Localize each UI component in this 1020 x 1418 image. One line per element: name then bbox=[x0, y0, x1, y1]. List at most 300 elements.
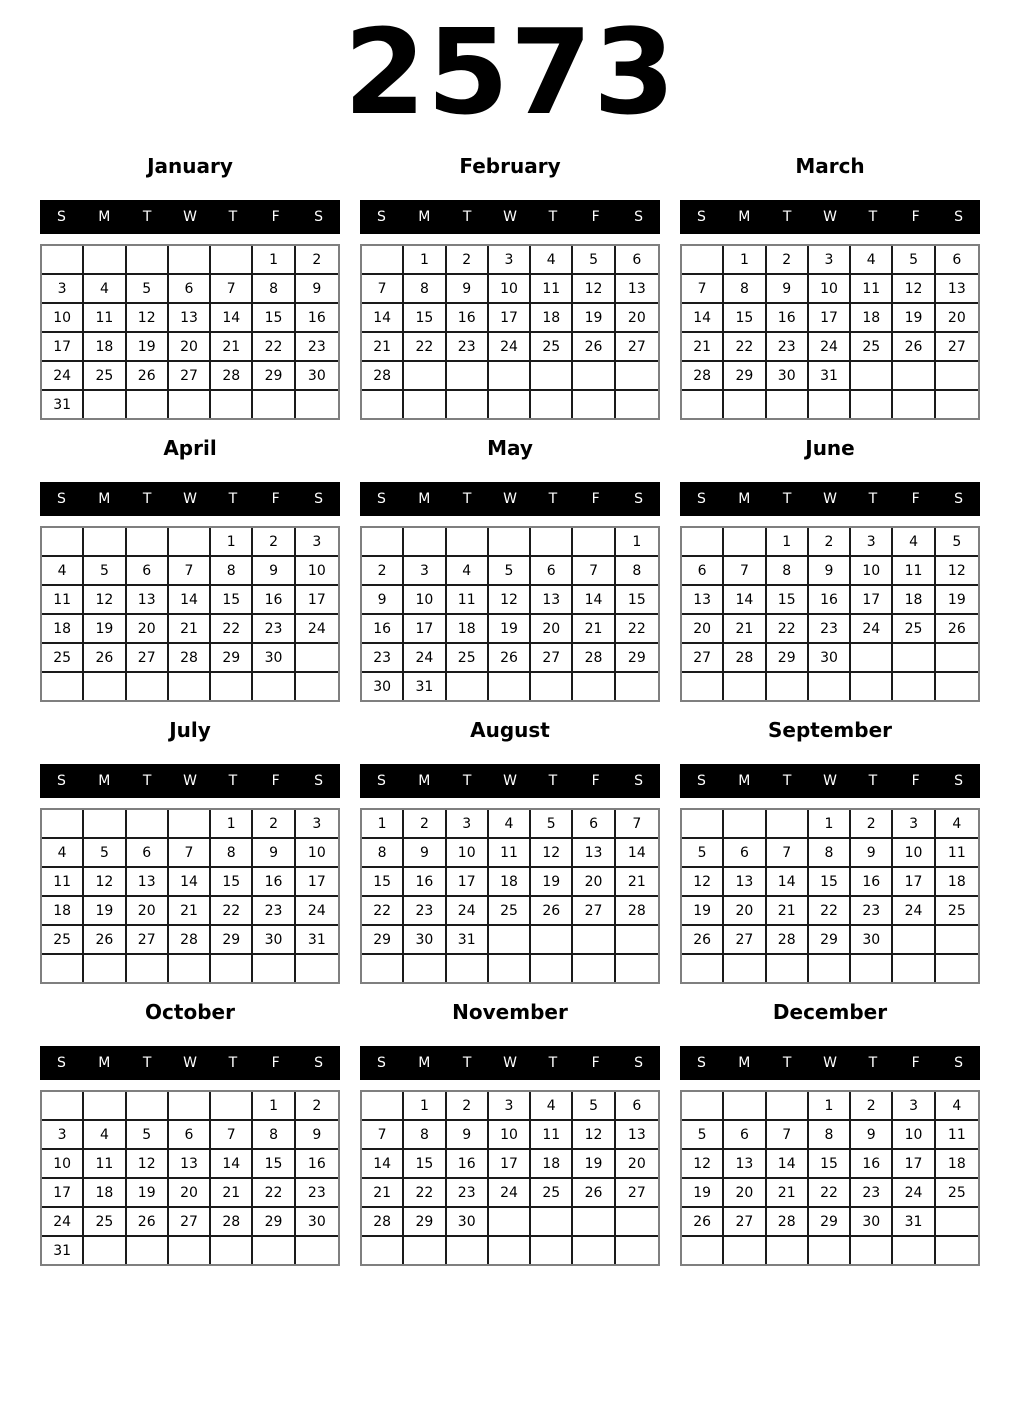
day-cell: 27 bbox=[616, 333, 658, 362]
day-cell: 5 bbox=[127, 1121, 169, 1150]
week-row bbox=[362, 897, 658, 926]
empty-day-cell bbox=[169, 528, 211, 557]
day-cell: 8 bbox=[404, 275, 446, 304]
empty-day-cell bbox=[169, 673, 211, 700]
day-cell: 31 bbox=[42, 391, 84, 418]
day-cell: 15 bbox=[616, 586, 658, 615]
day-cell: 7 bbox=[169, 557, 211, 586]
empty-day-cell bbox=[893, 955, 935, 982]
day-cell: 7 bbox=[767, 839, 809, 868]
day-cell: 21 bbox=[211, 1179, 253, 1208]
day-cell: 18 bbox=[936, 868, 978, 897]
day-cell: 9 bbox=[447, 1121, 489, 1150]
empty-day-cell bbox=[84, 1092, 126, 1121]
empty-day-cell bbox=[936, 362, 978, 391]
day-cell: 13 bbox=[531, 586, 573, 615]
day-cell: 23 bbox=[404, 897, 446, 926]
weekday-header: W bbox=[503, 1055, 517, 1072]
empty-day-cell bbox=[169, 246, 211, 275]
day-cell: 17 bbox=[296, 586, 338, 615]
day-cell: 14 bbox=[211, 304, 253, 333]
empty-day-cell bbox=[893, 362, 935, 391]
day-cell: 1 bbox=[404, 1092, 446, 1121]
weekday-header: F bbox=[271, 491, 280, 508]
day-cell: 16 bbox=[447, 304, 489, 333]
day-cell: 15 bbox=[253, 304, 295, 333]
day-cell: 26 bbox=[127, 1208, 169, 1237]
weekday-header-row bbox=[680, 1046, 980, 1080]
day-cell: 24 bbox=[42, 1208, 84, 1237]
empty-day-cell bbox=[616, 391, 658, 418]
day-cell: 8 bbox=[809, 839, 851, 868]
day-cell: 16 bbox=[809, 586, 851, 615]
day-cell: 18 bbox=[84, 1179, 126, 1208]
empty-day-cell bbox=[573, 955, 615, 982]
day-cell: 4 bbox=[531, 246, 573, 275]
empty-day-cell bbox=[362, 391, 404, 418]
empty-day-cell bbox=[893, 926, 935, 955]
weekday-header-row bbox=[40, 764, 340, 798]
empty-day-cell bbox=[893, 391, 935, 418]
month-block bbox=[40, 984, 340, 1266]
day-cell: 13 bbox=[616, 1121, 658, 1150]
weekday-header: S bbox=[954, 1055, 964, 1072]
weekday-header: W bbox=[183, 491, 197, 508]
day-cell: 15 bbox=[809, 1150, 851, 1179]
day-cell: 4 bbox=[936, 1092, 978, 1121]
day-cell: 20 bbox=[169, 1179, 211, 1208]
day-cell: 8 bbox=[362, 839, 404, 868]
weekday-header: M bbox=[418, 491, 431, 508]
empty-day-cell bbox=[893, 673, 935, 700]
day-cell: 10 bbox=[404, 586, 446, 615]
week-row bbox=[42, 868, 338, 897]
weekday-header: M bbox=[98, 1055, 111, 1072]
day-cell: 29 bbox=[404, 1208, 446, 1237]
day-cell: 7 bbox=[767, 1121, 809, 1150]
day-cell: 28 bbox=[616, 897, 658, 926]
weekday-header-row bbox=[680, 482, 980, 516]
week-row bbox=[682, 868, 978, 897]
weekday-header: T bbox=[142, 491, 152, 508]
day-cell: 22 bbox=[211, 897, 253, 926]
months-grid bbox=[0, 138, 1020, 1266]
day-cell: 20 bbox=[616, 304, 658, 333]
day-cell: 16 bbox=[851, 868, 893, 897]
weekday-header: S bbox=[376, 209, 386, 226]
day-cell: 15 bbox=[362, 868, 404, 897]
day-cell: 5 bbox=[531, 810, 573, 839]
week-row bbox=[42, 644, 338, 673]
day-cell: 6 bbox=[616, 246, 658, 275]
weekday-header: S bbox=[634, 209, 644, 226]
empty-day-cell bbox=[851, 391, 893, 418]
empty-day-cell bbox=[84, 391, 126, 418]
week-row bbox=[682, 897, 978, 926]
day-cell: 15 bbox=[767, 586, 809, 615]
empty-day-cell bbox=[489, 926, 531, 955]
day-cell: 5 bbox=[936, 528, 978, 557]
empty-day-cell bbox=[42, 955, 84, 982]
weekday-header: W bbox=[503, 491, 517, 508]
week-row bbox=[362, 868, 658, 897]
day-cell: 24 bbox=[893, 897, 935, 926]
day-cell: 6 bbox=[127, 557, 169, 586]
weekday-header: W bbox=[183, 209, 197, 226]
day-cell: 11 bbox=[42, 586, 84, 615]
day-cell: 11 bbox=[84, 304, 126, 333]
week-row bbox=[362, 304, 658, 333]
day-cell: 12 bbox=[893, 275, 935, 304]
empty-day-cell bbox=[296, 955, 338, 982]
empty-day-cell bbox=[127, 528, 169, 557]
empty-day-cell bbox=[531, 1208, 573, 1237]
empty-day-cell bbox=[682, 955, 724, 982]
day-cell: 2 bbox=[253, 528, 295, 557]
empty-day-cell bbox=[682, 810, 724, 839]
day-cell: 12 bbox=[682, 1150, 724, 1179]
day-cell: 3 bbox=[489, 246, 531, 275]
month-grid bbox=[40, 1090, 340, 1266]
day-cell: 25 bbox=[531, 333, 573, 362]
day-cell: 14 bbox=[211, 1150, 253, 1179]
day-cell: 27 bbox=[724, 1208, 766, 1237]
day-cell: 8 bbox=[211, 557, 253, 586]
day-cell: 30 bbox=[851, 926, 893, 955]
empty-day-cell bbox=[127, 673, 169, 700]
empty-day-cell bbox=[127, 955, 169, 982]
empty-day-cell bbox=[489, 673, 531, 700]
day-cell: 5 bbox=[573, 1092, 615, 1121]
day-cell: 19 bbox=[936, 586, 978, 615]
empty-day-cell bbox=[169, 810, 211, 839]
empty-day-cell bbox=[573, 673, 615, 700]
day-cell: 22 bbox=[211, 615, 253, 644]
day-cell: 21 bbox=[724, 615, 766, 644]
week-row bbox=[682, 1150, 978, 1179]
day-cell: 26 bbox=[573, 333, 615, 362]
weekday-header: W bbox=[503, 209, 517, 226]
day-cell: 1 bbox=[767, 528, 809, 557]
day-cell: 22 bbox=[362, 897, 404, 926]
day-cell: 30 bbox=[447, 1208, 489, 1237]
month-title: August bbox=[470, 718, 550, 743]
day-cell: 21 bbox=[169, 615, 211, 644]
weekday-header: F bbox=[271, 209, 280, 226]
week-row bbox=[362, 673, 658, 700]
week-row bbox=[362, 362, 658, 391]
empty-day-cell bbox=[84, 528, 126, 557]
weekday-header: T bbox=[782, 773, 792, 790]
week-row bbox=[42, 810, 338, 839]
day-cell: 14 bbox=[616, 839, 658, 868]
week-row bbox=[682, 275, 978, 304]
empty-day-cell bbox=[447, 1237, 489, 1264]
empty-day-cell bbox=[809, 1237, 851, 1264]
day-cell: 28 bbox=[211, 1208, 253, 1237]
weekday-header: M bbox=[738, 491, 751, 508]
day-cell: 23 bbox=[253, 897, 295, 926]
week-row bbox=[42, 333, 338, 362]
week-row bbox=[362, 1121, 658, 1150]
weekday-header: M bbox=[418, 773, 431, 790]
day-cell: 11 bbox=[42, 868, 84, 897]
day-cell: 24 bbox=[489, 333, 531, 362]
day-cell: 10 bbox=[489, 275, 531, 304]
day-cell: 19 bbox=[531, 868, 573, 897]
month-grid bbox=[360, 1090, 660, 1266]
week-row bbox=[42, 586, 338, 615]
month-title: July bbox=[169, 718, 211, 743]
day-cell: 1 bbox=[362, 810, 404, 839]
day-cell: 30 bbox=[253, 926, 295, 955]
empty-day-cell bbox=[682, 1092, 724, 1121]
empty-day-cell bbox=[573, 1237, 615, 1264]
empty-day-cell bbox=[127, 391, 169, 418]
empty-day-cell bbox=[682, 391, 724, 418]
day-cell: 11 bbox=[531, 275, 573, 304]
day-cell: 4 bbox=[447, 557, 489, 586]
day-cell: 15 bbox=[211, 586, 253, 615]
weekday-header: F bbox=[591, 209, 600, 226]
day-cell: 21 bbox=[211, 333, 253, 362]
day-cell: 30 bbox=[767, 362, 809, 391]
day-cell: 31 bbox=[296, 926, 338, 955]
month-block bbox=[360, 702, 660, 984]
day-cell: 12 bbox=[936, 557, 978, 586]
day-cell: 24 bbox=[42, 362, 84, 391]
day-cell: 13 bbox=[682, 586, 724, 615]
empty-day-cell bbox=[893, 644, 935, 673]
day-cell: 28 bbox=[573, 644, 615, 673]
day-cell: 26 bbox=[127, 362, 169, 391]
week-row bbox=[42, 275, 338, 304]
day-cell: 23 bbox=[447, 333, 489, 362]
week-row bbox=[42, 557, 338, 586]
weekday-header: T bbox=[548, 209, 558, 226]
day-cell: 19 bbox=[84, 615, 126, 644]
day-cell: 29 bbox=[616, 644, 658, 673]
day-cell: 11 bbox=[489, 839, 531, 868]
day-cell: 19 bbox=[573, 1150, 615, 1179]
weekday-header: S bbox=[954, 209, 964, 226]
day-cell: 10 bbox=[42, 304, 84, 333]
week-row bbox=[42, 1092, 338, 1121]
weekday-header: S bbox=[954, 773, 964, 790]
day-cell: 4 bbox=[936, 810, 978, 839]
empty-day-cell bbox=[42, 528, 84, 557]
empty-day-cell bbox=[851, 1237, 893, 1264]
day-cell: 17 bbox=[447, 868, 489, 897]
day-cell: 19 bbox=[84, 897, 126, 926]
weekday-header-row bbox=[680, 764, 980, 798]
day-cell: 2 bbox=[404, 810, 446, 839]
weekday-header: T bbox=[462, 491, 472, 508]
day-cell: 7 bbox=[362, 275, 404, 304]
day-cell: 22 bbox=[253, 333, 295, 362]
day-cell: 3 bbox=[296, 528, 338, 557]
empty-day-cell bbox=[936, 955, 978, 982]
day-cell: 4 bbox=[489, 810, 531, 839]
day-cell: 4 bbox=[893, 528, 935, 557]
weekday-header: S bbox=[56, 209, 66, 226]
day-cell: 30 bbox=[404, 926, 446, 955]
day-cell: 30 bbox=[253, 644, 295, 673]
empty-day-cell bbox=[253, 391, 295, 418]
day-cell: 19 bbox=[682, 1179, 724, 1208]
day-cell: 17 bbox=[404, 615, 446, 644]
weekday-header: F bbox=[271, 1055, 280, 1072]
empty-day-cell bbox=[531, 926, 573, 955]
empty-day-cell bbox=[42, 1092, 84, 1121]
day-cell: 14 bbox=[169, 868, 211, 897]
day-cell: 2 bbox=[296, 1092, 338, 1121]
day-cell: 11 bbox=[447, 586, 489, 615]
empty-day-cell bbox=[296, 673, 338, 700]
week-row bbox=[362, 246, 658, 275]
day-cell: 14 bbox=[362, 304, 404, 333]
day-cell: 30 bbox=[362, 673, 404, 700]
week-row bbox=[42, 673, 338, 700]
empty-day-cell bbox=[404, 1237, 446, 1264]
day-cell: 19 bbox=[573, 304, 615, 333]
week-row bbox=[42, 1150, 338, 1179]
empty-day-cell bbox=[724, 1237, 766, 1264]
day-cell: 30 bbox=[809, 644, 851, 673]
day-cell: 19 bbox=[682, 897, 724, 926]
week-row bbox=[362, 615, 658, 644]
day-cell: 20 bbox=[127, 615, 169, 644]
day-cell: 6 bbox=[724, 1121, 766, 1150]
day-cell: 27 bbox=[127, 644, 169, 673]
empty-day-cell bbox=[169, 1237, 211, 1264]
empty-day-cell bbox=[404, 528, 446, 557]
weekday-header: W bbox=[823, 209, 837, 226]
day-cell: 16 bbox=[404, 868, 446, 897]
weekday-header: W bbox=[823, 773, 837, 790]
day-cell: 20 bbox=[724, 897, 766, 926]
day-cell: 31 bbox=[447, 926, 489, 955]
day-cell: 26 bbox=[531, 897, 573, 926]
day-cell: 4 bbox=[84, 275, 126, 304]
day-cell: 7 bbox=[211, 275, 253, 304]
week-row bbox=[682, 1208, 978, 1237]
empty-day-cell bbox=[573, 391, 615, 418]
day-cell: 29 bbox=[767, 644, 809, 673]
weekday-header: W bbox=[823, 1055, 837, 1072]
week-row bbox=[362, 528, 658, 557]
weekday-header: S bbox=[634, 1055, 644, 1072]
day-cell: 2 bbox=[851, 810, 893, 839]
empty-day-cell bbox=[616, 926, 658, 955]
week-row bbox=[362, 644, 658, 673]
day-cell: 23 bbox=[253, 615, 295, 644]
day-cell: 11 bbox=[893, 557, 935, 586]
week-row bbox=[362, 810, 658, 839]
empty-day-cell bbox=[531, 391, 573, 418]
empty-day-cell bbox=[489, 528, 531, 557]
empty-day-cell bbox=[489, 1237, 531, 1264]
day-cell: 2 bbox=[296, 246, 338, 275]
weekday-header: T bbox=[228, 773, 238, 790]
weekday-header: T bbox=[782, 491, 792, 508]
empty-day-cell bbox=[851, 362, 893, 391]
day-cell: 18 bbox=[936, 1150, 978, 1179]
week-row bbox=[682, 557, 978, 586]
day-cell: 6 bbox=[531, 557, 573, 586]
day-cell: 16 bbox=[851, 1150, 893, 1179]
day-cell: 11 bbox=[936, 1121, 978, 1150]
day-cell: 25 bbox=[489, 897, 531, 926]
empty-day-cell bbox=[893, 1237, 935, 1264]
empty-day-cell bbox=[616, 1208, 658, 1237]
weekday-header: S bbox=[696, 209, 706, 226]
day-cell: 3 bbox=[447, 810, 489, 839]
week-row bbox=[682, 839, 978, 868]
empty-day-cell bbox=[296, 644, 338, 673]
day-cell: 7 bbox=[616, 810, 658, 839]
weekday-header: T bbox=[868, 773, 878, 790]
week-row bbox=[682, 528, 978, 557]
empty-day-cell bbox=[724, 673, 766, 700]
weekday-header: T bbox=[548, 1055, 558, 1072]
week-row bbox=[42, 246, 338, 275]
day-cell: 13 bbox=[169, 304, 211, 333]
week-row bbox=[42, 391, 338, 418]
day-cell: 15 bbox=[809, 868, 851, 897]
day-cell: 1 bbox=[253, 246, 295, 275]
empty-day-cell bbox=[169, 955, 211, 982]
day-cell: 22 bbox=[616, 615, 658, 644]
day-cell: 2 bbox=[447, 246, 489, 275]
weekday-header: S bbox=[634, 491, 644, 508]
empty-day-cell bbox=[447, 673, 489, 700]
day-cell: 21 bbox=[169, 897, 211, 926]
day-cell: 10 bbox=[296, 557, 338, 586]
day-cell: 25 bbox=[851, 333, 893, 362]
weekday-header-row bbox=[360, 764, 660, 798]
day-cell: 19 bbox=[127, 1179, 169, 1208]
day-cell: 3 bbox=[42, 1121, 84, 1150]
empty-day-cell bbox=[724, 1092, 766, 1121]
week-row bbox=[42, 1121, 338, 1150]
weekday-header-row bbox=[40, 200, 340, 234]
empty-day-cell bbox=[447, 528, 489, 557]
day-cell: 23 bbox=[362, 644, 404, 673]
day-cell: 10 bbox=[489, 1121, 531, 1150]
week-row bbox=[362, 557, 658, 586]
day-cell: 16 bbox=[767, 304, 809, 333]
weekday-header-row bbox=[360, 482, 660, 516]
week-row bbox=[362, 391, 658, 418]
empty-day-cell bbox=[767, 1092, 809, 1121]
day-cell: 26 bbox=[573, 1179, 615, 1208]
empty-day-cell bbox=[531, 1237, 573, 1264]
week-row bbox=[42, 528, 338, 557]
empty-day-cell bbox=[809, 391, 851, 418]
month-grid bbox=[40, 244, 340, 420]
day-cell: 13 bbox=[573, 839, 615, 868]
day-cell: 29 bbox=[724, 362, 766, 391]
day-cell: 18 bbox=[447, 615, 489, 644]
weekday-header: T bbox=[868, 209, 878, 226]
day-cell: 20 bbox=[682, 615, 724, 644]
day-cell: 9 bbox=[253, 557, 295, 586]
month-grid bbox=[360, 526, 660, 702]
week-row bbox=[42, 1208, 338, 1237]
day-cell: 8 bbox=[253, 1121, 295, 1150]
weekday-header: W bbox=[503, 773, 517, 790]
